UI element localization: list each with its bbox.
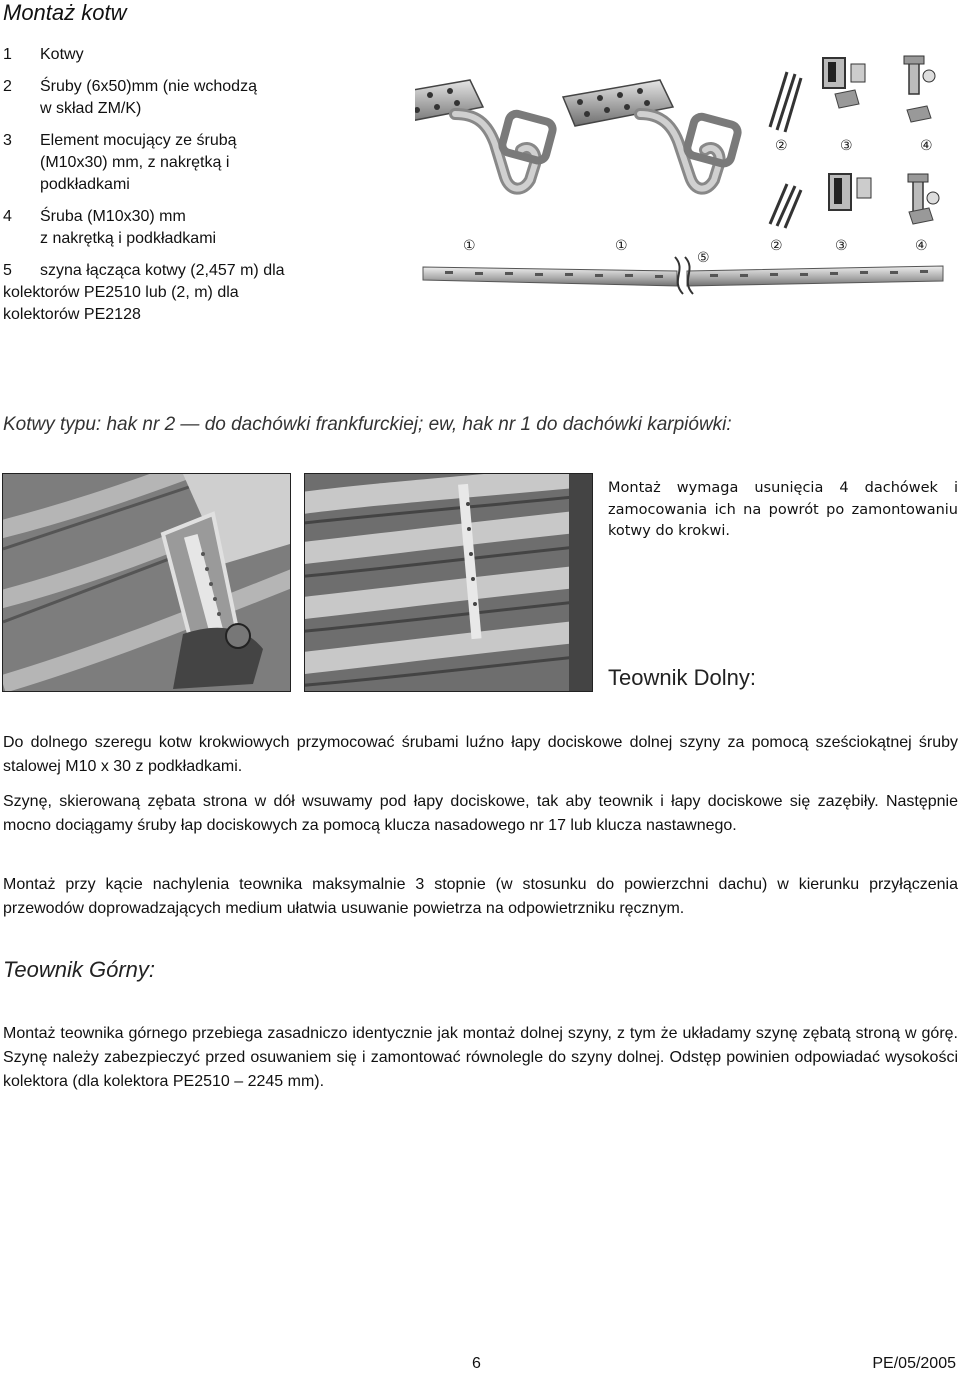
paragraph-lower-rail-1: Do dolnego szeregu kotw krokwiowych przymocować śrubami luźno łapy dociskowe dolnej szyny za pomocą sześciokątnej śruby stalowej M10 x 30 z podkładkami. [3, 734, 958, 775]
label-2-upper: ② [775, 138, 788, 154]
part-number: 5 [3, 262, 12, 279]
label-1-right: ① [615, 238, 628, 254]
label-2-lower: ② [770, 238, 783, 254]
parts-list [3, 44, 363, 336]
bolt-lower [908, 174, 939, 224]
part-number: 4 [3, 208, 12, 225]
roof-installation-photo-right [304, 473, 593, 692]
part-item-5 [3, 260, 363, 326]
label-1-left: ① [463, 238, 476, 254]
label-4-lower: ④ [915, 238, 928, 254]
label-3-upper: ③ [840, 138, 853, 154]
part-number: 1 [3, 46, 12, 63]
part-item-4 [3, 206, 363, 250]
section-heading-teownik-dolny: Teownik Dolny: [608, 665, 756, 690]
part-number: 3 [3, 132, 12, 149]
hooks-heading: Kotwy typu: hak nr 2 — do dachówki frankfurckiej; ew, hak nr 1 do dachówki karpiówki: [3, 414, 732, 435]
part-number: 2 [3, 78, 12, 95]
label-5: ⑤ [697, 250, 710, 266]
document-code: PE/05/2005 [872, 1355, 956, 1372]
wood-screws-lower [770, 184, 801, 228]
section-heading-teownik-gorny: Teownik Górny: [3, 957, 156, 982]
label-3-lower: ③ [835, 238, 848, 254]
bolt-upper [904, 56, 935, 122]
clamp-element-lower [829, 174, 871, 210]
part-description: Śruby (6x50)mm (nie wchodzą w skład ZM/K) [40, 78, 257, 117]
paragraph-lower-rail-2: Szynę, skierowaną zębata strona w dół wsuwamy pod łapy dociskowe, tak aby teownik i łapy dociskowe się zazębiły. Następnie mocno dociągamy śruby łap dociskowych za pomocą klucza nasadowego nr 17 lub klucza nastawnego. [3, 793, 958, 834]
connecting-rail [423, 257, 943, 294]
roof-hook-2 [563, 80, 739, 189]
part-item-3 [3, 130, 363, 196]
part-item-1 [3, 44, 363, 66]
part-item-2 [3, 76, 363, 120]
page-title: Montaż kotw [3, 0, 127, 25]
part-description: Kotwy [40, 46, 84, 63]
part-description: Element mocujący ze śrubą (M10x30) mm, z nakrętką i podkładkami [40, 132, 237, 193]
anchor-kit-figure [415, 52, 960, 347]
roof-installation-photo-left [2, 473, 291, 692]
paragraph-lower-rail-3: Montaż przy kącie nachylenia teownika maksymalnie 3 stopnie (w stosunku do powierzchni dachu) w kierunku przyłączenia przewodów doprowadzających medium ułatwia usuwanie powietrza na odpowietrzniku ręcznym. [3, 876, 958, 917]
roof-hook-1 [415, 80, 554, 189]
page-number: 6 [472, 1355, 481, 1372]
wood-screws-upper [770, 72, 801, 132]
instruction-note: Montaż wymaga usunięcia 4 dachówek i zamocowania ich na powrót po zamontowaniu kotwy do krokwi. [608, 480, 958, 539]
part-description: szyna łącząca kotwy (2,457 m) dla kolektorów PE2510 lub (2, m) dla kolektorów PE2128 [3, 262, 285, 323]
clamp-element-upper [823, 58, 865, 108]
label-4-upper: ④ [920, 138, 933, 154]
paragraph-upper-rail: Montaż teownika górnego przebiega zasadniczo identycznie jak montaż dolnej szyny, z tym że układamy szynę zębatą stroną w górę. Szynę należy zabezpieczyć przed osuwaniem się i zamontować równolegle do szyny dolnej. Odstęp powinien odpowiadać wysokości kolektora (dla kolektora PE2510 – 2245 mm). [3, 1025, 958, 1090]
part-description: Śruba (M10x30) mm z nakrętką i podkładkami [40, 208, 217, 247]
